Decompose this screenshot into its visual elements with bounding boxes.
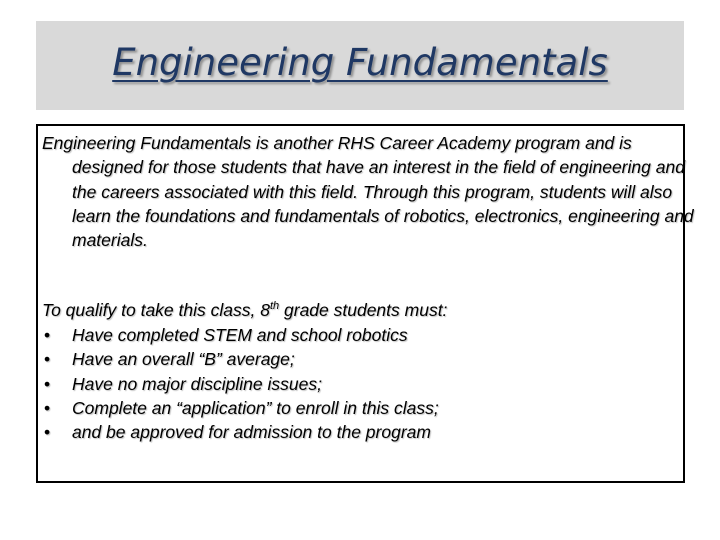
list-item (42, 396, 676, 420)
description-paragraph: Engineering Fundamentals is another RHS Career Academy program and is designed for those students that have an interest in the field of engineering and the careers associated with this field. Through this program, students will also learn the foundations and fundamentals of robotics, electronics, engineering and materials. (42, 133, 694, 251)
qualify-statement (42, 298, 676, 322)
requirement-text: Have an overall “B” average; (72, 349, 295, 370)
title-band (36, 21, 684, 110)
bullet-icon: • (44, 422, 51, 443)
bullet-icon: • (44, 349, 51, 370)
qualify-suffix: grade students must: (279, 300, 448, 320)
requirement-text: Have completed STEM and school robotics (72, 325, 408, 345)
bullet-icon: • (44, 397, 51, 418)
list-item (42, 323, 676, 347)
requirement-text: and be approved for admission to the program (72, 422, 431, 443)
list-item (42, 372, 676, 396)
list-item (42, 420, 676, 444)
bullet-icon: • (44, 373, 51, 394)
requirement-text: Complete an “application” to enroll in this class; (72, 397, 439, 418)
qualify-prefix: To qualify to take this class, 8 (42, 300, 270, 320)
requirements-list (42, 323, 676, 444)
list-item (42, 347, 676, 371)
slide-title: Engineering Fundamentals (112, 41, 608, 84)
ordinal-superscript: th (269, 300, 280, 312)
content-box (36, 124, 694, 483)
bullet-icon: • (44, 325, 51, 345)
requirement-text: Have no major discipline issues; (72, 373, 322, 394)
